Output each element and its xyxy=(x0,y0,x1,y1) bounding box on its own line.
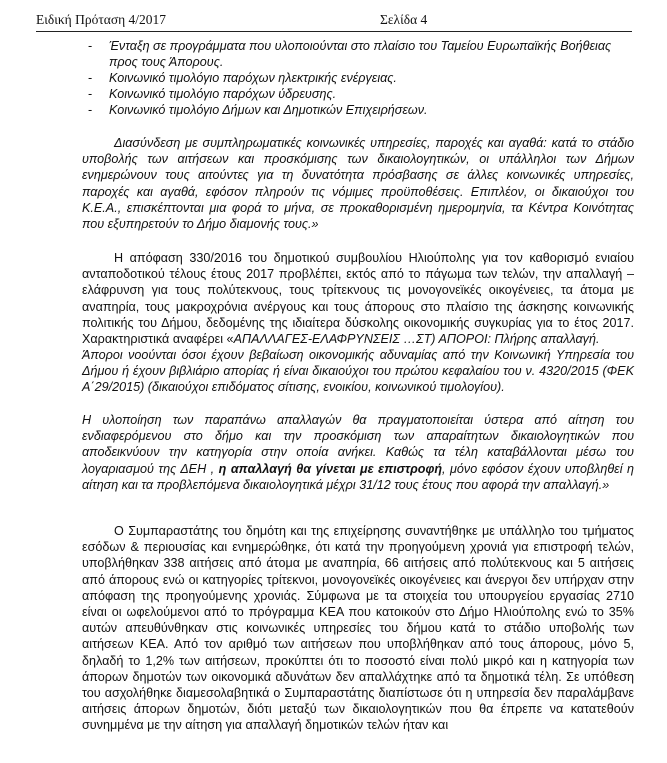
interconnection-paragraph: Διασύνδεση με συμπληρωματικές κοινωνικές υπηρεσίες, παροχές και αγαθά: κατά το στάδιο υποβολής των αιτήσεων και προσκόμισης των δικαιολογητικών, οι υπάλληλοι των Δήμων ενημερώνουν τους αιτούντες για τη δυνατότητα πρόσβασης σε άλλες κοινωνικές υπηρεσίες, παροχές και αγαθά, εφόσον πληρούν τις νόμιμες προϋποθέσεις. Επιπλέον, οι δικαιούχοι του Κ.Ε.Α., επισκέπτονται μια φορά το μήνα, σε προκαθορισμένη ημερομηνία, τα Κέντρα Κοινότητας που εξυπηρετούν το Δήμο διαμονής τους.» xyxy=(82,136,634,232)
page-number: Σελίδα 4 xyxy=(380,12,428,27)
list-item: - Κοινωνικό τιμολόγιο Δήμων και Δημοτικών Επιχειρήσεων. xyxy=(88,103,428,117)
decision-paragraph xyxy=(82,250,634,347)
bullet-dash: - xyxy=(88,87,93,101)
decision-quote: ΑΠΑΛΛΑΓΕΣ-ΕΛΑΦΡΥΝΣΕΙΣ …ΣΤ) ΑΠΟΡΟΙ: Πλήρης απαλλαγή. xyxy=(233,332,600,347)
list-item: - Ένταξη σε προγράμματα που υλοποιούνται στο πλαίσιο του Ταμείου Ευρωπαϊκής Βοήθειας προς τους Άπορους. xyxy=(88,39,612,69)
ombudsman-paragraph: Ο Συμπαραστάτης του δημότη και της επιχείρησης συναντήθηκε με υπάλληλο του τμήματος εσόδων & περιουσίας και ενημερώθηκε, ότι κατά την προηγούμενη χρονιά για επιστροφή τελών, υποβλήθηκαν 338 αιτήσεις από άτομα με αναπηρία, 66 αιτήσεις από πολύτεκνους και 5 αιτήσεις από άπορους ενώ οι κατηγορίες τρίτεκνοι, μονογονεϊκές οικογένειες και άνεργοι δεν υπήρχαν στην απόφαση της προηγούμενης χρονιάς. Σύμφωνα με τα στοιχεία του υπουργείου εργασίας 2710 είναι οι ωφελούμενοι από το πρόγραμμα ΚΕΑ που κατοικούν στο Δήμο Ηλιούπολης ενώ το 35% αυτών απευθύνθηκαν στις κοινωνικές υπηρεσίες του δήμου κατά το στάδιο υποβολής των αιτήσεων ΚΕΑ. Από τον αριθμό των αιτήσεων που υποβλήθηκαν από τους άπορους, μόνο 5, δηλαδή το 1,2% των αιτήσεων, προκύπτει ότι το ποσοστό είναι πολύ μικρό και η κατηγορία των άπορων δημοτών των οικονομικά αδυνάτων δεν απαλλάχτηκε από τα δημοτικά τέλη. Σε υπόθεση του ασχολήθηκε διαμεσολαβητικά ο Συμπαραστάτης διαπίστωσε ότι η υπηρεσία δεν παραλάμβανε αιτήσεις άπορων δημοτών, διότι μεταξύ των δικαιολογητικών που θα έπρεπε να κατατεθούν συνημμένα με την αίτηση για απαλλαγή δημοτικών τελών ήταν και xyxy=(82,524,634,733)
list-item: - Κοινωνικό τιμολόγιο παρόχων ύδρευσης. xyxy=(88,87,337,101)
bullet-dash: - xyxy=(88,103,93,117)
decision-text: Η απόφαση 330/2016 του δημοτικού συμβουλίου Ηλιούπολης για τον καθορισμό ενιαίου ανταποδοτικού τέλους έτους 2017 προβλέπει, εκτός από το πάγωμα των τελών, την απαλλαγή – ελάφρυνση για τους πολύτεκνους, τους τρίτεκνους τις μονογονεϊκές οικογένειες, τα άτομα με αναπηρία, τους μακροχρόνια ανέργους και τους άπορους στο πλαίσιο της άσκησης κοινωνικής πολιτικής του Δήμου, δεδομένης της ιδιαίτερα δύσκολης οικονομικής συγκυρίας για το έτος 2017. Χαρακτηριστικά αναφέρει « xyxy=(82,251,634,347)
implementation-text-end: , μόνο εφόσον έχουν υποβληθεί η αίτηση και τα προβλεπόμενα δικαιολογητικά μέχρι 31/12 τους έτους που αφορά την απαλλαγή.» xyxy=(82,461,634,492)
bullet-dash: - xyxy=(88,39,93,53)
list-item: - Κοινωνικό τιμολόγιο παρόχων ηλεκτρικής ενέργειας. xyxy=(88,71,397,85)
header-divider xyxy=(36,31,632,32)
benefits-list xyxy=(88,38,633,118)
bullet-dash: - xyxy=(88,71,93,85)
refund-emphasis: η απαλλαγή θα γίνεται με επιστροφή xyxy=(218,461,443,476)
poor-definition-paragraph: Άποροι νοούνται όσοι έχουν βεβαίωση οικονομικής αδυναμίας από την Κοινωνική Υπηρεσία του Δήμου ή έχουν βιβλιάριο απορίας ή είναι δικαιούχοι του πρώτου κεφαλαίου του ν. 4320/2015 (ΦΕΚ Α΄29/2015) (δικαιούχοι επιδόματος σίτισης, ενοικίου, κοινωνικού τιμολογίου). xyxy=(82,348,634,395)
proposal-title: Ειδική Πρόταση 4/2017 xyxy=(36,12,167,27)
implementation-paragraph xyxy=(82,412,634,493)
page-header xyxy=(36,12,631,32)
implementation-text: Η υλοποίηση των παραπάνω απαλλαγών θα πραγματοποιείται ύστερα από αίτηση του ενδιαφερόμενου στο δήμο και την προσκόμιση των απαραίτητων δικαιολογητικών που αποδεικνύουν την κατηγορία στην οποία ανήκει. Καθώς τα τέλη καταβάλλονται μέσω του λογαριασμού της ΔΕΗ , xyxy=(82,413,634,476)
